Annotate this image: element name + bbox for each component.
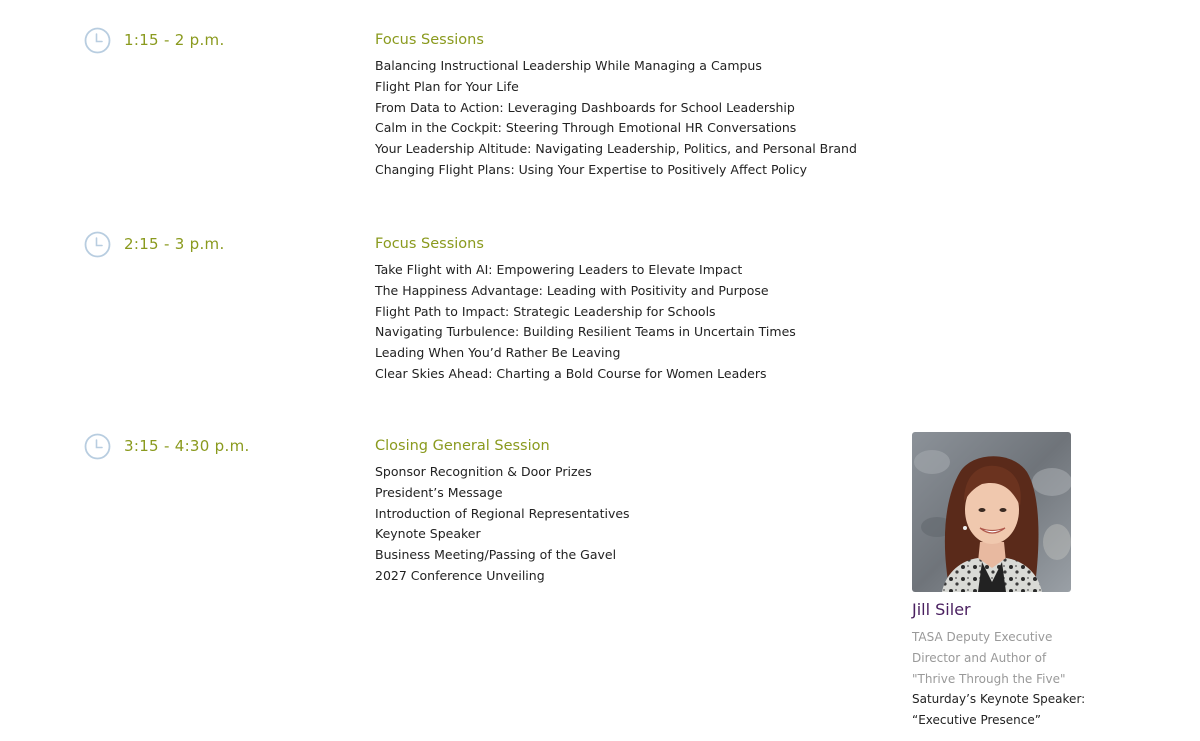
speaker-card [912, 432, 1086, 731]
list-item: Navigating Turbulence: Building Resilient Teams in Uncertain Times [375, 324, 796, 340]
speaker-role [912, 689, 1086, 731]
speaker-description-line: TASA Deputy Executive [912, 630, 1053, 644]
session-title: Closing General Session [375, 438, 550, 454]
session-time: 2:15 - 3 p.m. [124, 235, 225, 253]
clock-icon [84, 433, 111, 460]
list-item: Business Meeting/Passing of the Gavel [375, 547, 617, 563]
session-block [375, 436, 855, 587]
speaker-photo [912, 432, 1071, 592]
speaker-description-line: "Thrive Through the Five" [912, 671, 1066, 686]
list-item: Changing Flight Plans: Using Your Expertise to Positively Affect Policy [375, 161, 807, 177]
list-item: Flight Plan for Your Life [375, 78, 519, 94]
list-item: From Data to Action: Leveraging Dashboards for School Leadership [375, 99, 795, 115]
speaker-role-line: “Executive Presence” [912, 713, 1041, 728]
session-list [375, 462, 855, 587]
session-list [375, 260, 855, 385]
list-item: Sponsor Recognition & Door Prizes [375, 464, 592, 479]
clock-icon [84, 27, 111, 54]
list-item: President’s Message [375, 484, 503, 500]
session-block [375, 30, 855, 181]
speaker-description [912, 627, 1082, 689]
speaker-description-line: Director and Author of [912, 650, 1047, 665]
list-item: Balancing Instructional Leadership While Managing a Campus [375, 58, 762, 73]
list-item: Introduction of Regional Representatives [375, 505, 630, 521]
session-time: 1:15 - 2 p.m. [124, 31, 225, 49]
list-item: Calm in the Cockpit: Steering Through Emotional HR Conversations [375, 120, 797, 136]
session-title: Focus Sessions [375, 236, 484, 252]
list-item: 2027 Conference Unveiling [375, 567, 545, 583]
session-list [375, 56, 855, 181]
list-item: Leading When You’d Rather Be Leaving [375, 345, 621, 361]
list-item: Take Flight with AI: Empowering Leaders to Elevate Impact [375, 262, 743, 277]
list-item: Keynote Speaker [375, 526, 481, 542]
list-item: Clear Skies Ahead: Charting a Bold Course for Women Leaders [375, 365, 767, 381]
session-time: 3:15 - 4:30 p.m. [124, 437, 250, 455]
session-title: Focus Sessions [375, 32, 484, 48]
speaker-name: Jill Siler [912, 600, 971, 619]
speaker-role-line: Saturday’s Keynote Speaker: [912, 692, 1086, 707]
clock-icon [84, 231, 111, 258]
list-item: Flight Path to Impact: Strategic Leadership for Schools [375, 303, 716, 319]
list-item: Your Leadership Altitude: Navigating Leadership, Politics, and Personal Brand [375, 141, 857, 157]
list-item: The Happiness Advantage: Leading with Positivity and Purpose [375, 282, 769, 298]
session-block [375, 234, 855, 385]
